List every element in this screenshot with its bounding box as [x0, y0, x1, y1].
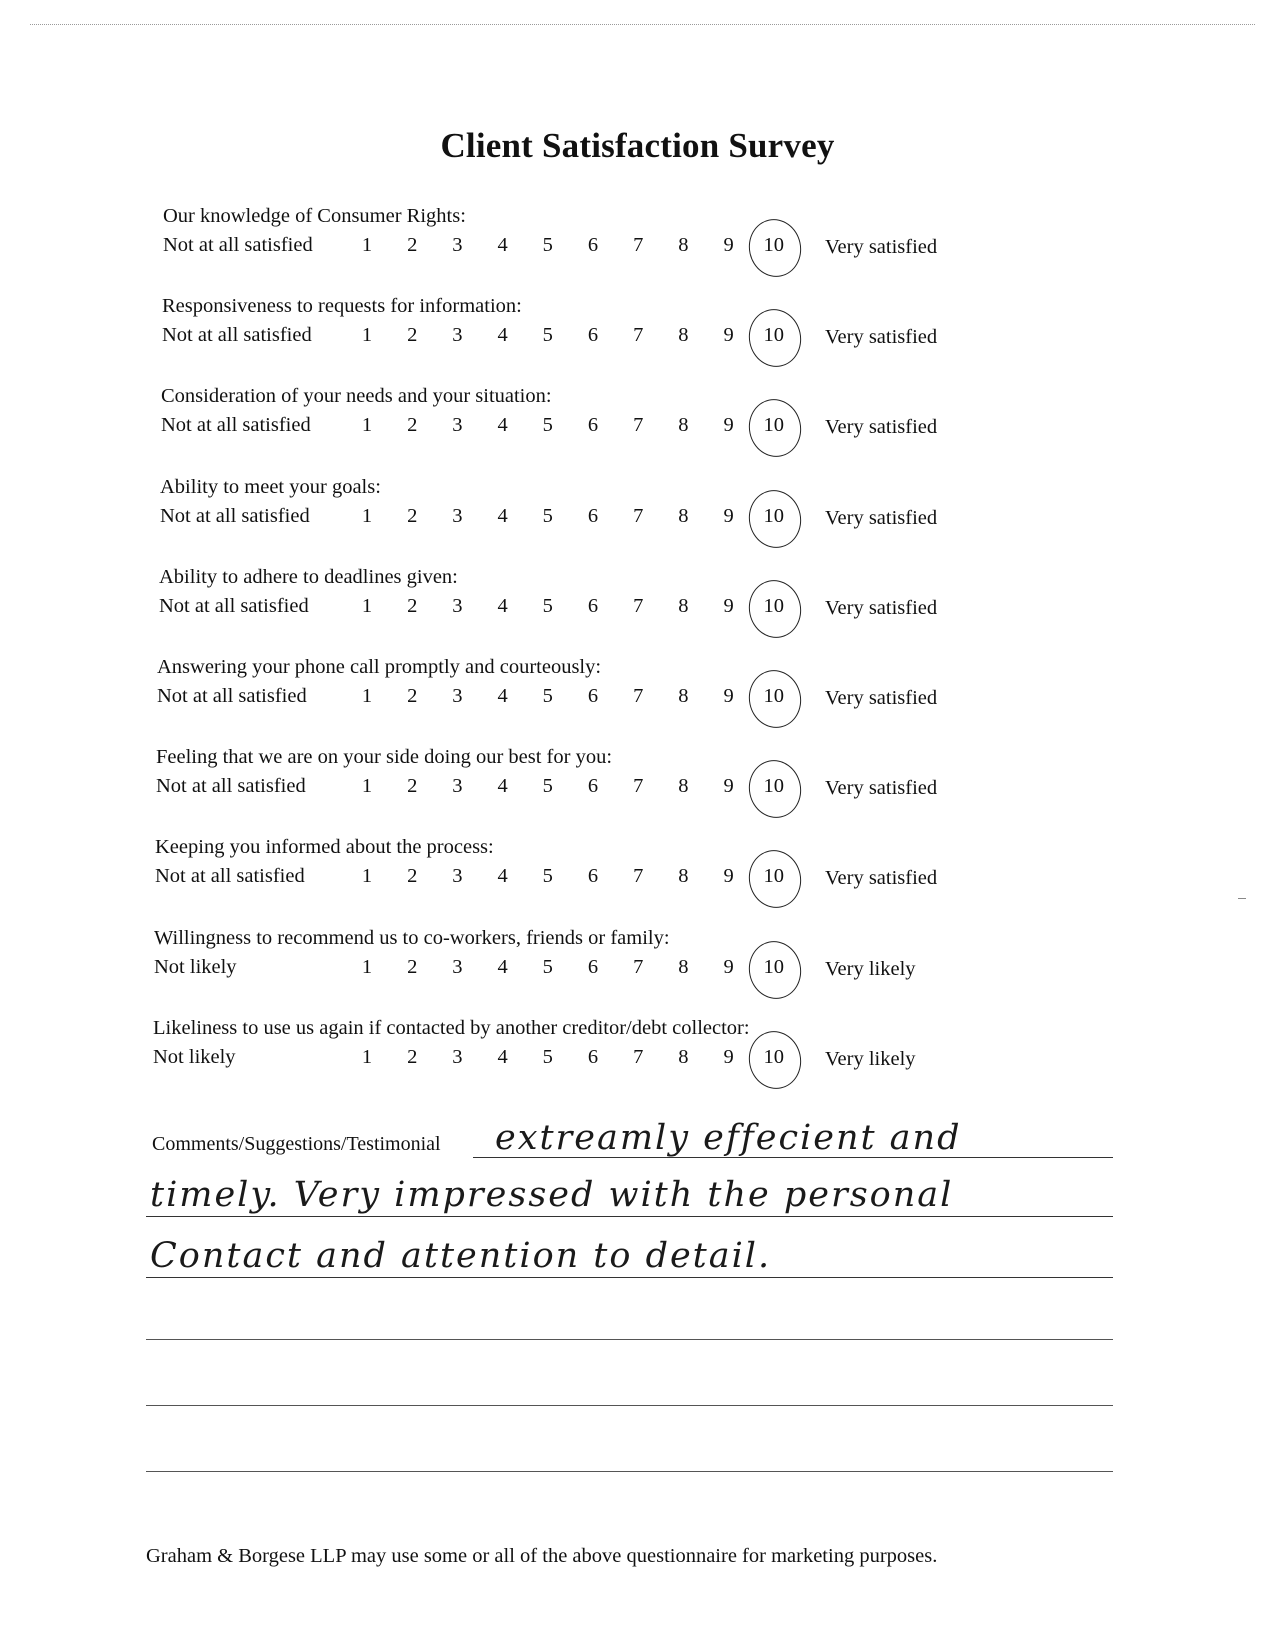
scale-option-3[interactable]: 3: [452, 324, 463, 347]
scale-option-6[interactable]: 6: [587, 955, 599, 978]
scale-low-label: Not at all satisfied: [159, 594, 309, 617]
scale-option-7[interactable]: 7: [633, 955, 644, 978]
comment-line-2: [146, 1216, 1113, 1217]
scale-option-9[interactable]: 9: [723, 685, 734, 707]
scale-option-8[interactable]: 8: [678, 594, 689, 617]
scale-option-4[interactable]: 4: [497, 594, 508, 617]
scale-option-10[interactable]: 10: [763, 234, 785, 256]
top-divider: [30, 24, 1255, 25]
scale-option-2[interactable]: 2: [407, 955, 418, 978]
scale-option-2[interactable]: 2: [407, 234, 418, 256]
scale-option-9[interactable]: 9: [723, 234, 734, 256]
scale-option-6[interactable]: 6: [587, 865, 599, 888]
question-label: Consideration of your needs and your situation:: [161, 385, 552, 408]
scale-option-8[interactable]: 8: [678, 685, 689, 707]
scale-high-label: Very satisfied: [825, 596, 938, 619]
scale-high-label: Very satisfied: [825, 416, 938, 439]
scale-option-7[interactable]: 7: [633, 414, 644, 437]
selected-rating-circle: [743, 575, 806, 643]
scale-option-3[interactable]: 3: [452, 504, 463, 527]
footer-disclaimer: Graham & Borgese LLP may use some or all of the above questionnaire for marketing purposes.: [146, 1545, 938, 1567]
comment-line-4: [146, 1339, 1113, 1340]
scale-option-2[interactable]: 2: [407, 1045, 418, 1068]
comment-line-3: [146, 1277, 1113, 1278]
scale-option-8[interactable]: 8: [678, 775, 689, 798]
scale-option-1[interactable]: 1: [361, 594, 373, 617]
scale-low-label: Not at all satisfied: [162, 324, 312, 347]
scale-option-3[interactable]: 3: [452, 414, 463, 437]
scale-option-4[interactable]: 4: [497, 775, 508, 798]
selected-rating-circle: [743, 936, 806, 1004]
scale-option-8[interactable]: 8: [678, 1045, 689, 1068]
selected-rating-circle: [743, 485, 806, 553]
scale-option-5[interactable]: 5: [542, 775, 553, 798]
scale-option-10[interactable]: 10: [763, 504, 785, 527]
scale-option-7[interactable]: 7: [633, 324, 644, 347]
comment-line-6: [146, 1471, 1113, 1472]
scale-option-10[interactable]: 10: [763, 594, 785, 617]
scale-option-5[interactable]: 5: [542, 504, 553, 527]
selected-rating-circle: [743, 395, 806, 463]
selected-rating-circle: [743, 304, 806, 372]
scale-high-label: Very satisfied: [825, 506, 938, 529]
selected-rating-circle: [743, 665, 806, 733]
scale-option-8[interactable]: 8: [678, 955, 689, 978]
scale-option-7[interactable]: 7: [633, 504, 644, 527]
scale-option-9[interactable]: 9: [723, 594, 734, 617]
scale-option-1[interactable]: 1: [361, 324, 373, 347]
scale-option-8[interactable]: 8: [678, 414, 689, 437]
scale-option-2[interactable]: 2: [407, 865, 418, 888]
scale-option-9[interactable]: 9: [723, 324, 734, 347]
scale-option-3[interactable]: 3: [452, 775, 463, 798]
question-label: Answering your phone call promptly and courteously:: [157, 656, 602, 678]
question-label: Ability to adhere to deadlines given:: [159, 565, 458, 588]
scale-low-label: Not at all satisfied: [161, 414, 311, 437]
scale-option-1[interactable]: 1: [361, 775, 373, 798]
scale-option-10[interactable]: 10: [763, 685, 785, 707]
scale-option-1[interactable]: 1: [361, 955, 373, 978]
scale-option-2[interactable]: 2: [407, 504, 418, 527]
scale-option-4[interactable]: 4: [497, 1045, 508, 1068]
scale-option-4[interactable]: 4: [497, 504, 508, 527]
scale-option-2[interactable]: 2: [407, 685, 418, 707]
scale-low-label: Not likely: [154, 955, 237, 978]
scale-low-label: Not at all satisfied: [156, 775, 306, 798]
scale-option-7[interactable]: 7: [633, 594, 644, 617]
scale-option-2[interactable]: 2: [407, 775, 418, 798]
scale-option-2[interactable]: 2: [407, 324, 418, 347]
question-label: Ability to meet your goals:: [160, 475, 381, 498]
scale-option-5[interactable]: 5: [542, 685, 553, 707]
scale-option-3[interactable]: 3: [452, 594, 463, 617]
question-label: Likeliness to use us again if contacted by another creditor/debt collector:: [153, 1016, 750, 1039]
scale-option-3[interactable]: 3: [452, 234, 463, 256]
scale-option-6[interactable]: 6: [587, 775, 599, 798]
scale-low-label: Not at all satisfied: [157, 685, 307, 707]
scale-option-1[interactable]: 1: [361, 504, 373, 527]
scale-option-7[interactable]: 7: [633, 234, 644, 256]
scale-option-5[interactable]: 5: [542, 594, 553, 617]
scale-option-2[interactable]: 2: [407, 414, 418, 437]
selected-rating-circle: [743, 755, 806, 823]
scale-option-5[interactable]: 5: [542, 414, 553, 437]
scale-high-label: Very satisfied: [825, 777, 938, 800]
scale-option-9[interactable]: 9: [723, 865, 734, 888]
scale-high-label: Very likely: [825, 1047, 916, 1070]
handwritten-comment-line-1: extreamly effecient and: [495, 1118, 962, 1158]
scale-option-9[interactable]: 9: [723, 955, 734, 978]
scale-option-5[interactable]: 5: [542, 955, 553, 978]
scale-high-label: Very satisfied: [825, 326, 938, 349]
question-label: Responsiveness to requests for information:: [162, 295, 522, 318]
scale-low-label: Not at all satisfied: [160, 504, 310, 527]
scale-low-label: Not at all satisfied: [163, 234, 313, 256]
scale-option-9[interactable]: 9: [723, 504, 734, 527]
scale-option-10[interactable]: 10: [763, 1045, 785, 1068]
page-title: Client Satisfaction Survey: [440, 126, 835, 165]
scale-option-4[interactable]: 4: [497, 234, 508, 256]
scale-option-3[interactable]: 3: [452, 955, 463, 978]
scale-option-4[interactable]: 4: [497, 414, 508, 437]
scale-option-10[interactable]: 10: [763, 775, 785, 798]
scale-option-7[interactable]: 7: [633, 1045, 644, 1068]
question-label: Feeling that we are on your side doing our best for you:: [156, 746, 613, 769]
scale-option-5[interactable]: 5: [542, 1045, 553, 1068]
scale-option-7[interactable]: 7: [633, 775, 644, 798]
question-label: Willingness to recommend us to co-workers, friends or family:: [154, 926, 670, 949]
scale-option-6[interactable]: 6: [587, 234, 599, 256]
scale-high-label: Very satisfied: [825, 867, 938, 890]
scale-option-2[interactable]: 2: [407, 594, 418, 617]
question-label: Keeping you informed about the process:: [155, 836, 494, 859]
handwritten-comment-line-2: timely. Very impressed with the personal: [150, 1175, 954, 1215]
scale-option-10[interactable]: 10: [763, 324, 785, 347]
scale-option-6[interactable]: 6: [587, 324, 599, 347]
scale-option-1[interactable]: 1: [361, 865, 373, 888]
scale-option-7[interactable]: 7: [633, 865, 644, 888]
scale-high-label: Very satisfied: [825, 236, 938, 258]
scale-option-6[interactable]: 6: [587, 504, 599, 527]
scale-low-label: Not likely: [153, 1045, 236, 1068]
scale-option-10[interactable]: 10: [763, 414, 785, 437]
comment-line-5: [146, 1405, 1113, 1406]
scale-option-5[interactable]: 5: [542, 324, 553, 347]
scale-option-1[interactable]: 1: [361, 414, 373, 437]
scale-low-label: Not at all satisfied: [155, 865, 305, 888]
scale-option-8[interactable]: 8: [678, 324, 689, 347]
scale-option-6[interactable]: 6: [587, 414, 599, 437]
scale-option-10[interactable]: 10: [763, 955, 785, 978]
scale-option-3[interactable]: 3: [452, 1045, 463, 1068]
scale-option-6[interactable]: 6: [587, 594, 599, 617]
scale-option-1[interactable]: 1: [361, 234, 373, 256]
scale-option-5[interactable]: 5: [542, 234, 553, 256]
scale-option-3[interactable]: 3: [452, 865, 463, 888]
scale-option-4[interactable]: 4: [497, 865, 508, 888]
question-label: Our knowledge of Consumer Rights:: [163, 205, 466, 227]
scale-option-4[interactable]: 4: [497, 685, 508, 707]
scale-high-label: Very likely: [825, 957, 916, 980]
scale-option-9[interactable]: 9: [723, 1045, 734, 1068]
scale-high-label: Very satisfied: [825, 687, 938, 709]
scale-option-6[interactable]: 6: [587, 1045, 599, 1068]
scale-option-1[interactable]: 1: [361, 685, 373, 707]
selected-rating-circle: [743, 1026, 806, 1094]
comments-label: Comments/Suggestions/Testimonial: [152, 1133, 441, 1155]
scale-option-10[interactable]: 10: [763, 865, 785, 888]
handwritten-comment-line-3: Contact and attention to detail.: [150, 1236, 772, 1276]
selected-rating-circle: [743, 846, 806, 914]
scale-option-1[interactable]: 1: [361, 1045, 373, 1068]
scale-option-5[interactable]: 5: [542, 865, 553, 888]
scale-option-8[interactable]: 8: [678, 504, 689, 527]
scale-option-9[interactable]: 9: [723, 775, 734, 798]
selected-rating-circle: [743, 214, 806, 282]
margin-mark: [1238, 898, 1246, 899]
scale-option-4[interactable]: 4: [497, 955, 508, 978]
scale-option-9[interactable]: 9: [723, 414, 734, 437]
scale-option-8[interactable]: 8: [678, 865, 689, 888]
scale-option-6[interactable]: 6: [587, 685, 599, 707]
scale-option-3[interactable]: 3: [452, 685, 463, 707]
scale-option-8[interactable]: 8: [678, 234, 689, 256]
scale-option-4[interactable]: 4: [497, 324, 508, 347]
scale-option-7[interactable]: 7: [633, 685, 644, 707]
